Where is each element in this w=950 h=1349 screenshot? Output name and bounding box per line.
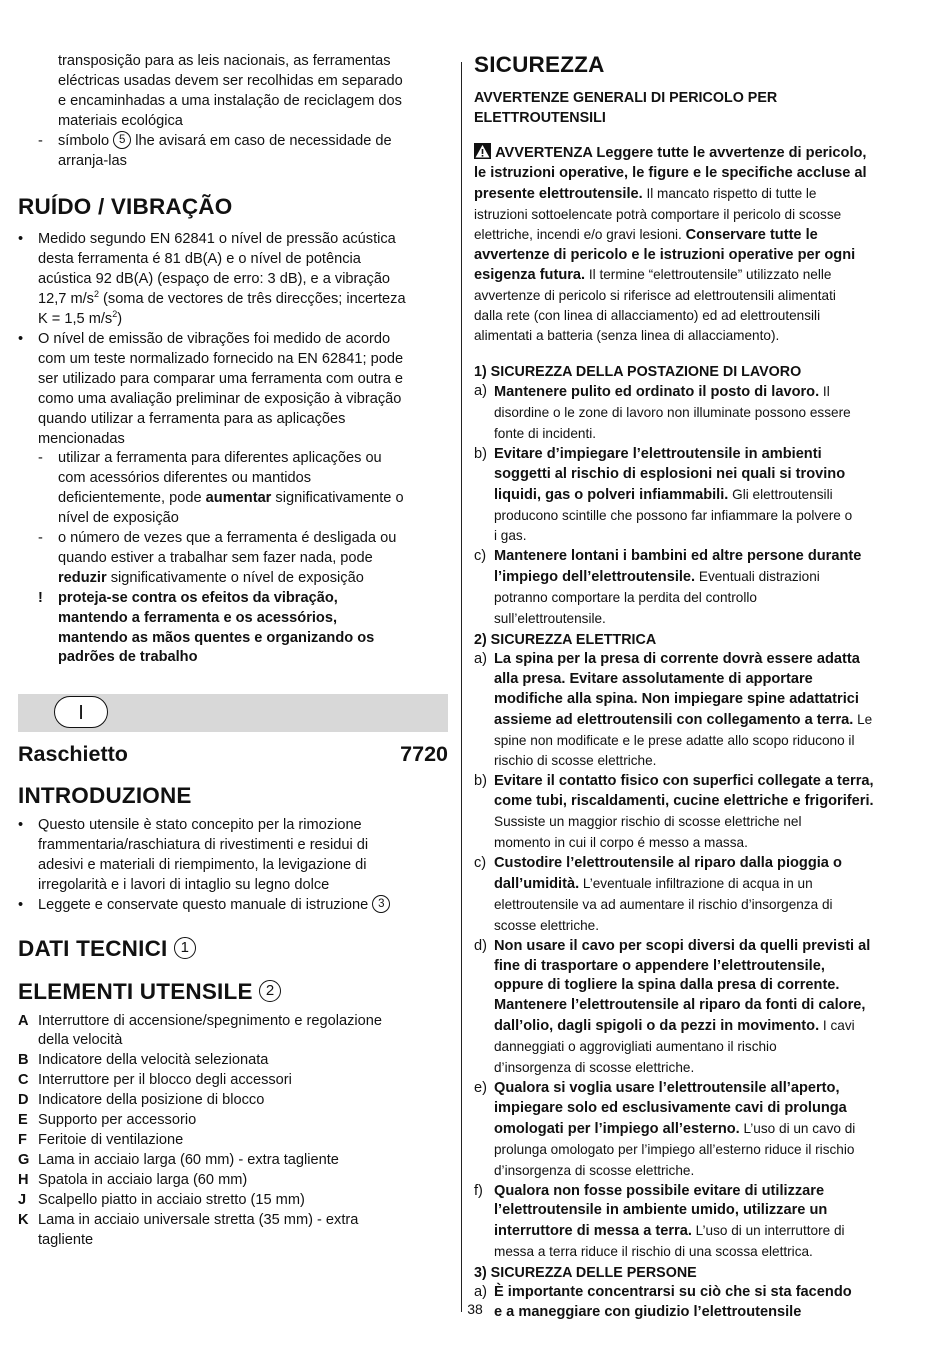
bold-span: esigenza futura.	[474, 267, 586, 284]
safety-item	[474, 650, 906, 772]
element-item	[18, 1151, 448, 1171]
section-heading-introduzione: INTRODUZIONE	[18, 783, 192, 808]
text-line	[474, 265, 906, 286]
exclamation-marker: !	[38, 589, 43, 606]
text-line	[494, 690, 906, 710]
safety-item	[474, 854, 906, 937]
bold-span: AVVERTENZA Leggere tutte le avvertenze di pericolo,	[495, 145, 867, 161]
text-span: L’uso di un cavo di	[739, 1120, 856, 1136]
text-span: prolunga omologato per l’impiego all’esterno riduce il rischio	[494, 1141, 855, 1157]
text-span: d’insorgenza di scosse elettriche.	[494, 1060, 695, 1076]
left-column	[18, 52, 448, 668]
text-line: nível de exposição	[58, 510, 179, 527]
element-key: H	[18, 1171, 29, 1188]
bold-span: Custodire l’elettroutensile al riparo dalla pioggia o	[494, 855, 842, 871]
bullet-item	[18, 896, 448, 916]
text-line	[38, 310, 448, 330]
text-line: irregolarità e i lavori di intaglio su legno dolce	[38, 876, 330, 893]
bold-span: Mantenere lontani i bambini ed altre persone durante	[494, 548, 862, 565]
bold-span: l’impiego dell’elettroutensile.	[494, 569, 696, 586]
text-line: utilizar a ferramenta para diferentes aplicações ou	[58, 450, 382, 467]
text-line	[494, 547, 906, 567]
bold-span: È importante concentrarsi su ciò che si sta facendo	[494, 1284, 852, 1301]
text-line: com um teste normalizado fornecido na EN 62841; pode	[38, 350, 404, 367]
text-line	[474, 144, 906, 164]
text-span: L’eventuale infiltrazione di acqua in un	[579, 875, 813, 891]
text-line: Scalpello piatto in acciaio stretto (15 mm)	[38, 1191, 305, 1208]
text-line	[474, 184, 906, 205]
element-item	[18, 1191, 448, 1211]
text-line: quando utilizar a ferramenta para as aplicações	[38, 410, 346, 427]
text-span: potranno comportare la perdita del controllo	[494, 590, 757, 606]
bold-span: alla presa. Evitare assolutamente di apportare	[494, 670, 813, 687]
text-span: spine non modificate e le prese adatte allo scopo riducono il	[494, 732, 855, 748]
safety-item	[474, 1079, 906, 1182]
circled-number: 3	[372, 895, 390, 913]
bold-span: Evitare d’impiegare l’elettroutensile in ambienti	[494, 445, 822, 462]
text-line: e encaminhadas a uma instalação de reciclagem dos	[58, 92, 402, 109]
element-item	[18, 1012, 448, 1052]
element-key: C	[18, 1072, 29, 1089]
text-line	[58, 569, 448, 589]
text-line	[494, 751, 906, 772]
bold-span: dall’umidità.	[494, 875, 580, 892]
text-span: Le	[853, 711, 873, 727]
text-span: rischio di scosse elettriche.	[494, 753, 657, 769]
language-bar	[18, 694, 448, 732]
text-line: o número de vezes que a ferramenta é desligada ou	[58, 530, 397, 547]
text-line: dalla rete (con linea di allacciamento) ed ad elettroutensili	[474, 308, 821, 324]
sub-item	[18, 529, 448, 589]
left-column-lower	[18, 783, 448, 1250]
item-marker: f)	[474, 1182, 483, 1199]
text-span: disordine o le zone di lavoro non illuminate possono essere	[494, 404, 851, 420]
simbolo-item	[18, 132, 448, 172]
text-line: quando estiver a trabalhar sem fazer nada, pode	[58, 549, 373, 566]
text-line	[494, 403, 906, 424]
text-span: Il termine “elettroutensile” utilizzato nelle	[585, 267, 832, 283]
circled-number: 5	[113, 131, 131, 149]
text-line	[494, 916, 906, 937]
safety-item	[474, 547, 906, 630]
text-line	[494, 1037, 906, 1058]
text-line: Interruttore di accensione/spegnimento e regolazione	[38, 1012, 382, 1029]
bold-span: Evitare il contatto fisico con superfici collegate a terra,	[494, 773, 874, 790]
text-line	[494, 1221, 906, 1242]
text-line	[494, 588, 906, 609]
bold-span: fine di trasportare o appendere l’elettroutensile,	[494, 957, 825, 974]
text-span: d’insorgenza di scosse elettriche.	[494, 1162, 695, 1178]
text-span: L’uso di un interruttore di	[691, 1223, 845, 1239]
subheading-s2: 2) SICUREZZA ELETTRICA	[474, 631, 657, 648]
circled-number: 1	[174, 937, 196, 959]
bold-span: soggetti al rischio di esplosioni nei quali si trovino	[494, 465, 846, 482]
text-line	[474, 225, 906, 246]
text-span: 12,7 m/s	[38, 291, 94, 308]
section-heading-dati-tecnici	[18, 936, 448, 962]
element-item	[18, 1071, 448, 1091]
item-marker: a)	[474, 383, 487, 400]
text-span: Leggete e conservate questo manuale di istruzione	[38, 896, 369, 913]
bold-span: interruttore di messa a terra.	[494, 1223, 692, 1240]
text-line: Feritoie di ventilazione	[38, 1131, 184, 1148]
section-heading-elementi	[18, 979, 448, 1005]
text-line	[494, 609, 906, 630]
text-line: ELETTROUTENSILI	[474, 110, 606, 126]
text-line: Questo utensile è stato concepito per la rimozione	[38, 817, 362, 833]
text-line	[494, 670, 906, 690]
text-span: elettriche, incendi e/o gravi lesioni.	[474, 226, 686, 242]
text-line: Medido segundo EN 62841 o nível de pressão acústica	[38, 231, 396, 248]
element-item	[18, 1211, 448, 1251]
safety-item	[474, 445, 906, 548]
text-line	[494, 1016, 906, 1037]
bold-span: omologati per l’impiego all’esterno.	[494, 1120, 740, 1137]
text-line	[494, 1242, 906, 1263]
element-key: B	[18, 1052, 29, 1069]
text-span: i gas.	[494, 528, 527, 544]
text-line	[494, 1182, 906, 1202]
bold-span: impiegare solo ed esclusivamente cavi di prolunga	[494, 1099, 847, 1116]
bold-span: La spina per la presa di corrente dovrà essere adatta	[494, 650, 860, 667]
s2-list	[474, 650, 906, 1263]
element-key: D	[18, 1092, 29, 1109]
text-line: Supporto per accessorio	[38, 1112, 197, 1129]
text-line	[494, 895, 906, 916]
text-line	[494, 650, 906, 670]
text-span: significativamente o nível de exposição	[106, 569, 364, 586]
text-line	[474, 164, 906, 184]
text-line: padrões de trabalho	[58, 649, 198, 666]
text-line	[38, 290, 448, 310]
text-span: significativamente o	[271, 490, 404, 507]
text-span: Il mancato rispetto di tutte le	[642, 185, 817, 201]
bullet-marker: •	[18, 330, 24, 347]
bold-span: Mantenere l’elettroutensile al riparo da fonti di calore,	[494, 997, 866, 1014]
text-line: tagliente	[38, 1231, 94, 1248]
text-line: acústica 92 dB(A) (espaço de erro: 3 dB), e a vibração	[38, 271, 391, 288]
text-span: K = 1,5 m/s	[38, 311, 113, 328]
text-line: proteja-se contra os efeitos da vibração,	[58, 589, 338, 606]
text-line	[494, 465, 906, 485]
text-line: frammentaria/raschiatura di rivestimenti e residui di	[38, 836, 369, 853]
recycling-text	[18, 52, 448, 132]
element-item	[18, 1131, 448, 1151]
section-heading-ruido: RUÍDO / VIBRAÇÃO	[18, 194, 233, 220]
text-line	[494, 772, 906, 792]
product-name: Raschietto	[18, 742, 128, 766]
element-key: A	[18, 1012, 29, 1029]
text-line	[494, 792, 906, 812]
bold-span: aumentar	[205, 490, 272, 507]
text-line	[494, 812, 906, 833]
section-heading-sicurezza: SICUREZZA	[474, 52, 605, 77]
text-line	[494, 485, 906, 506]
s1-list	[474, 382, 906, 630]
warning-triangle-icon	[474, 143, 491, 159]
text-span: elettroutensile va ad aumentare il rischio d’insorgenza di	[494, 896, 833, 912]
element-key: J	[18, 1191, 27, 1208]
superscript: 2	[93, 289, 99, 300]
text-line	[494, 567, 906, 588]
subheading-avvertenze	[474, 88, 906, 128]
text-line	[494, 1079, 906, 1099]
text-span: momento in cui il corpo é messo a massa.	[494, 835, 748, 851]
text-line	[494, 1119, 906, 1140]
text-line	[494, 526, 906, 547]
text-line: mantendo as mãos quentes e organizando os	[58, 629, 375, 646]
elements-list	[18, 1012, 448, 1251]
item-marker: e)	[474, 1079, 487, 1096]
warning-item	[18, 589, 448, 669]
text-span: deficientemente, pode	[58, 490, 206, 507]
text-line	[494, 424, 906, 445]
safety-item	[474, 937, 906, 1079]
text-line: mantendo a ferramenta e os acessórios,	[58, 609, 338, 626]
text-span: lhe avisará em caso de necessidade de	[135, 132, 392, 149]
text-line: alimentati a batteria (senza linea di allacciamento).	[474, 328, 780, 344]
text-line	[494, 1201, 906, 1221]
text-span: )	[117, 311, 123, 328]
text-line: O nível de emissão de vibrações foi medido de acordo	[38, 330, 391, 347]
text-line	[58, 489, 448, 509]
text-line	[494, 1140, 906, 1161]
text-span: scosse elettriche.	[494, 917, 600, 933]
safety-item	[474, 382, 906, 445]
text-span: fonte di incidenti.	[494, 425, 597, 441]
text-line: como uma avaliação preliminar de exposição à vibração	[38, 390, 402, 407]
text-line: avvertenze di pericolo si riferisce ad elettroutensili alimentati	[474, 288, 836, 304]
bold-span: Qualora si voglia usare l’elettroutensile all’aperto,	[494, 1079, 840, 1096]
element-item	[18, 1051, 448, 1071]
bullet-item	[18, 230, 448, 330]
text-span: producono scintille che possono far infiammare la polvere o	[494, 507, 853, 523]
element-key: K	[18, 1211, 29, 1228]
text-line: istruzioni sottoelencate potrà comportare il pericolo di scosse	[474, 206, 842, 222]
bold-span: e a maneggiare con giudizio l’elettroutensile	[494, 1304, 802, 1321]
language-code-badge: I	[54, 696, 108, 728]
heading-text: ELEMENTI UTENSILE	[18, 978, 253, 1004]
item-marker: a)	[474, 1284, 487, 1301]
text-line: AVVERTENZE GENERALI DI PERICOLO PER	[474, 90, 778, 106]
text-line	[494, 957, 906, 977]
bold-span: Non usare il cavo per scopi diversi da quelli previsti al	[494, 937, 871, 954]
element-item	[18, 1111, 448, 1131]
element-key: G	[18, 1151, 30, 1168]
sub-item	[18, 449, 448, 529]
text-span: Il	[819, 384, 830, 400]
text-line: Indicatore della posizione di blocco	[38, 1092, 265, 1109]
text-line	[494, 731, 906, 752]
text-line	[494, 976, 906, 996]
text-span: símbolo	[58, 132, 110, 149]
text-line: Lama in acciaio larga (60 mm) - extra tagliente	[38, 1151, 339, 1168]
subheading-s3: 3) SICUREZZA DELLE PERSONE	[474, 1265, 697, 1282]
text-line	[494, 710, 906, 731]
item-marker: d)	[474, 937, 487, 954]
bold-span: Qualora non fosse possibile evitare di utilizzare	[494, 1182, 825, 1199]
bold-span: presente elettroutensile.	[474, 185, 643, 202]
page-number: 38	[467, 1301, 483, 1317]
element-key: F	[18, 1131, 27, 1148]
text-line: com acessórios diferentes ou mantidos	[58, 470, 312, 487]
item-marker: b)	[474, 773, 487, 790]
bullet-marker: •	[18, 896, 24, 913]
bold-span: assieme ad elettroutensili con collegamento a terra.	[494, 711, 854, 728]
bold-span: oppure di togliere la spina dalla presa di corrente.	[494, 977, 840, 994]
text-line: Interruttore per il blocco degli accessori	[38, 1072, 292, 1089]
superscript: 2	[112, 309, 118, 320]
text-line	[494, 996, 906, 1016]
bold-span: liquidi, gas o polveri infiammabili.	[494, 486, 729, 503]
text-line: mencionadas	[38, 430, 125, 447]
product-title-row	[18, 742, 448, 770]
text-line: Indicatore della velocità selezionata	[38, 1052, 269, 1069]
bold-span: Conservare tutte le	[685, 226, 818, 243]
bold-span: modifiche alla spina. Non impiegare spine adattatrici	[494, 690, 859, 707]
bullet-item	[18, 330, 448, 449]
text-span: Eventuali distrazioni	[695, 569, 820, 585]
text-line	[494, 445, 906, 465]
text-line	[494, 854, 906, 874]
text-span: danneggiati o aggrovigliati aumentano il rischio	[494, 1039, 777, 1055]
text-span: Sussiste un maggior rischio di scosse elettriche nel	[494, 814, 802, 830]
text-line	[38, 896, 448, 916]
element-item	[18, 1171, 448, 1191]
bullet-marker: •	[18, 231, 24, 248]
item-marker: c)	[474, 855, 487, 871]
item-marker: a)	[474, 650, 487, 667]
bold-span: l’elettroutensile in ambiente umido, utilizzare un	[494, 1202, 828, 1219]
dash-marker: -	[38, 132, 43, 149]
text-line: desta ferramenta é 81 dB(A) e o nível de potência	[38, 251, 361, 268]
bold-span: le istruzioni operative, le figure e le specifiche accluse al	[474, 164, 867, 181]
bold-span: come tubi, riscaldamenti, cucine elettriche e frigoriferi.	[494, 793, 874, 810]
text-line: eléctricas usadas devem ser recolhidas em separado	[58, 72, 403, 89]
right-column	[474, 52, 906, 1323]
column-divider	[461, 62, 462, 1312]
text-line: Spatola in acciaio larga (60 mm)	[38, 1171, 248, 1188]
product-code: 7720	[400, 742, 448, 766]
dash-marker: -	[38, 530, 43, 547]
item-marker: c)	[474, 548, 487, 565]
dash-marker: -	[38, 450, 43, 467]
bold-span: reduzir	[58, 569, 107, 586]
general-warning-paragraph	[474, 144, 906, 346]
text-line	[494, 1099, 906, 1119]
text-line: Lama in acciaio universale stretta (35 mm) - extra	[38, 1211, 359, 1228]
element-key: E	[18, 1112, 28, 1129]
text-span: messa a terra riduce il rischio di una scossa elettrica.	[494, 1244, 813, 1260]
text-line	[474, 246, 906, 266]
bold-span: avvertenze di pericolo e le istruzioni operative per ogni	[474, 246, 856, 263]
circled-number: 2	[259, 980, 281, 1002]
text-line: della velocità	[38, 1032, 123, 1049]
text-line	[494, 1058, 906, 1079]
text-span: (soma de vectores de três direcções; incerteza	[98, 291, 406, 308]
text-line	[494, 833, 906, 854]
bullet-marker: •	[18, 817, 24, 833]
text-span: Gli elettroutensili	[728, 486, 833, 502]
text-line	[494, 937, 906, 957]
bold-span: Mantenere pulito ed ordinato il posto di lavoro.	[494, 384, 820, 401]
bold-span: dall’olio, dagli spigoli o da pezzi in movimento.	[494, 1018, 820, 1035]
text-line: ser utilizado para comparar uma ferramenta com outra e	[38, 370, 404, 387]
text-line	[494, 874, 906, 895]
text-line: transposição para as leis nacionais, as ferramentas	[58, 53, 391, 69]
safety-item	[474, 1182, 906, 1264]
subheading-s1: 1) SICUREZZA DELLA POSTAZIONE DI LAVORO	[474, 364, 802, 381]
safety-item	[474, 772, 906, 854]
text-line: adesivi e materiali di riempimento, la levigazione di	[38, 856, 367, 873]
text-line	[494, 382, 906, 403]
text-line: arranja-las	[58, 152, 127, 169]
text-line	[494, 1161, 906, 1182]
item-marker: b)	[474, 445, 487, 462]
text-line	[494, 506, 906, 527]
text-line: materiais ecológica	[58, 112, 183, 129]
text-span: I cavi	[819, 1018, 855, 1034]
heading-text: DATI TECNICI	[18, 935, 168, 961]
text-span: sull’elettroutensile.	[494, 611, 606, 627]
element-item	[18, 1091, 448, 1111]
bullet-item	[18, 816, 448, 896]
